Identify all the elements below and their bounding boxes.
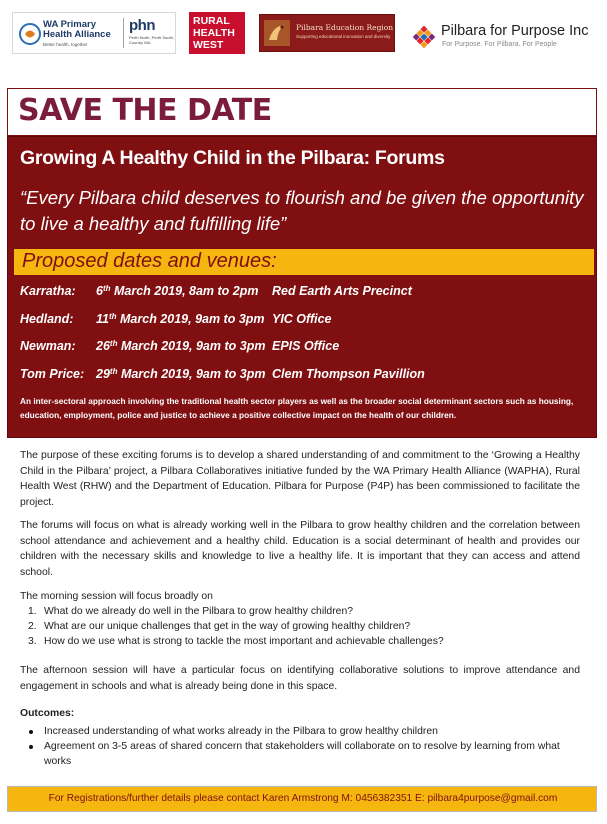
venue-location: Clem Thompson Pavillion [272,367,425,381]
list-item: 2. What are our unique challenges that get in the way of growing healthy children? [28,621,411,632]
venue-row [20,284,580,302]
purpose-paragraph: The purpose of these exciting forums is to develop a shared understanding of and commitment to the ‘Growing a Healthy Child in the Pilbara’ project, a Pilbara Collaboratives initiative funded by the WA Primary Health Alliance (WAPHA), Rural Health West (RHW) and the Department of Education. Pilbara for Purpose (P4P) has been commissioned to facilitate the project. [20,450,580,508]
save-the-date-heading: SAVE THE DATE [18,93,272,128]
dates-heading: Proposed dates and venues: [22,250,277,272]
venue-date: 26th March 2019, 9am to 3pm [96,339,266,353]
rhw-line1: RURAL [193,15,230,27]
outcomes-list [20,724,582,769]
venue-row [20,339,580,357]
pilbara-education-region-logo [259,14,395,52]
venue-town: Karratha: [20,284,76,298]
venue-town: Newman: [20,339,76,353]
p4p-name: Pilbara for Purpose Inc [441,23,589,39]
list-item: 3. How do we use what is strong to tackle the most important and achievable challenges? [28,636,444,647]
rural-health-west-logo [189,12,245,54]
logo-divider [123,18,124,48]
registration-contact: For Registrations/further details please contact Karen Armstrong M: 0456382351 E: pilbara4purpose@gmail.com [48,793,558,804]
focus-paragraph: The forums will focus on what is already working well in the Pilbara to grow healthy children and the correlation between school attendance and achievement and a healthy child. Education is a social determinant of health and provides our children with the necessary skills and knowledge to live a healthy life. It is important that they can access and attend school. [20,520,580,578]
wapha-name: WA Primary Health Alliance [43,19,111,40]
afternoon-paragraph: The afternoon session will have a particular focus on identifying collaborative solutions to improve attendance and engagement in schools and what is already being done in this space. [20,665,580,692]
wapha-logo [12,12,176,54]
rhw-line3: WEST [193,39,224,51]
dates-heading-bar [14,249,594,275]
list-item: Agreement on 3-5 areas of shared concern that stakeholders will collaborate on to resolve by learning from what works [20,739,582,769]
diamond-mosaic-icon [411,24,437,50]
save-the-date-box [7,88,597,136]
venue-row [20,312,580,330]
pilbara-for-purpose-logo [411,22,601,52]
p4p-tagline: For Purpose. For Pilbara. For People [442,41,557,48]
list-item: 1. What do we already do well in the Pilbara to grow healthy children? [28,606,354,617]
list-item: Increased understanding of what works already in the Pilbara to grow healthy children [20,724,582,739]
phn-wordmark: phn [129,17,155,34]
bullet-icon [29,730,33,734]
logo-strip [0,0,607,70]
registration-footer [7,786,597,812]
morning-intro: The morning session will focus broadly on [20,591,213,602]
venue-row [20,367,580,385]
event-quote: “Every Pilbara child deserves to flourish and be given the opportunity to live a healthy and fulfilling life” [20,187,584,234]
wapha-emblem-icon [19,23,41,45]
rhw-line2: HEALTH [193,27,235,39]
lizard-emblem-icon [264,20,290,46]
venue-location: EPIS Office [272,339,340,353]
per-tagline: Supporting educational innovation and diversity [296,34,391,39]
venue-date: 29th March 2019, 9am to 3pm [96,367,266,381]
phn-subtitle: Perth North, Perth South, Country WA [129,35,174,45]
bullet-icon [29,745,33,749]
event-panel [7,136,597,438]
venue-location: YIC Office [272,312,332,326]
venue-date: 11th March 2019, 9am to 3pm [96,312,265,326]
venue-town: Hedland: [20,312,74,326]
morning-list [20,604,590,649]
venue-date: 6th March 2019, 8am to 2pm [96,284,259,298]
venue-location: Red Earth Arts Precinct [272,284,412,298]
per-name: Pilbara Education Region [296,23,394,32]
wapha-tagline: Better health, together [43,42,88,47]
event-title: Growing A Healthy Child in the Pilbara: Forums [20,147,445,169]
panel-note: An inter-sectoral approach involving the traditional health sector players as well as the broader social determinant sectors such as housing, education, employment, police and justice to achieve a positive collective impact on the health of our children. [20,396,574,420]
outcomes-heading: Outcomes: [20,708,75,719]
venue-town: Tom Price: [20,367,85,381]
